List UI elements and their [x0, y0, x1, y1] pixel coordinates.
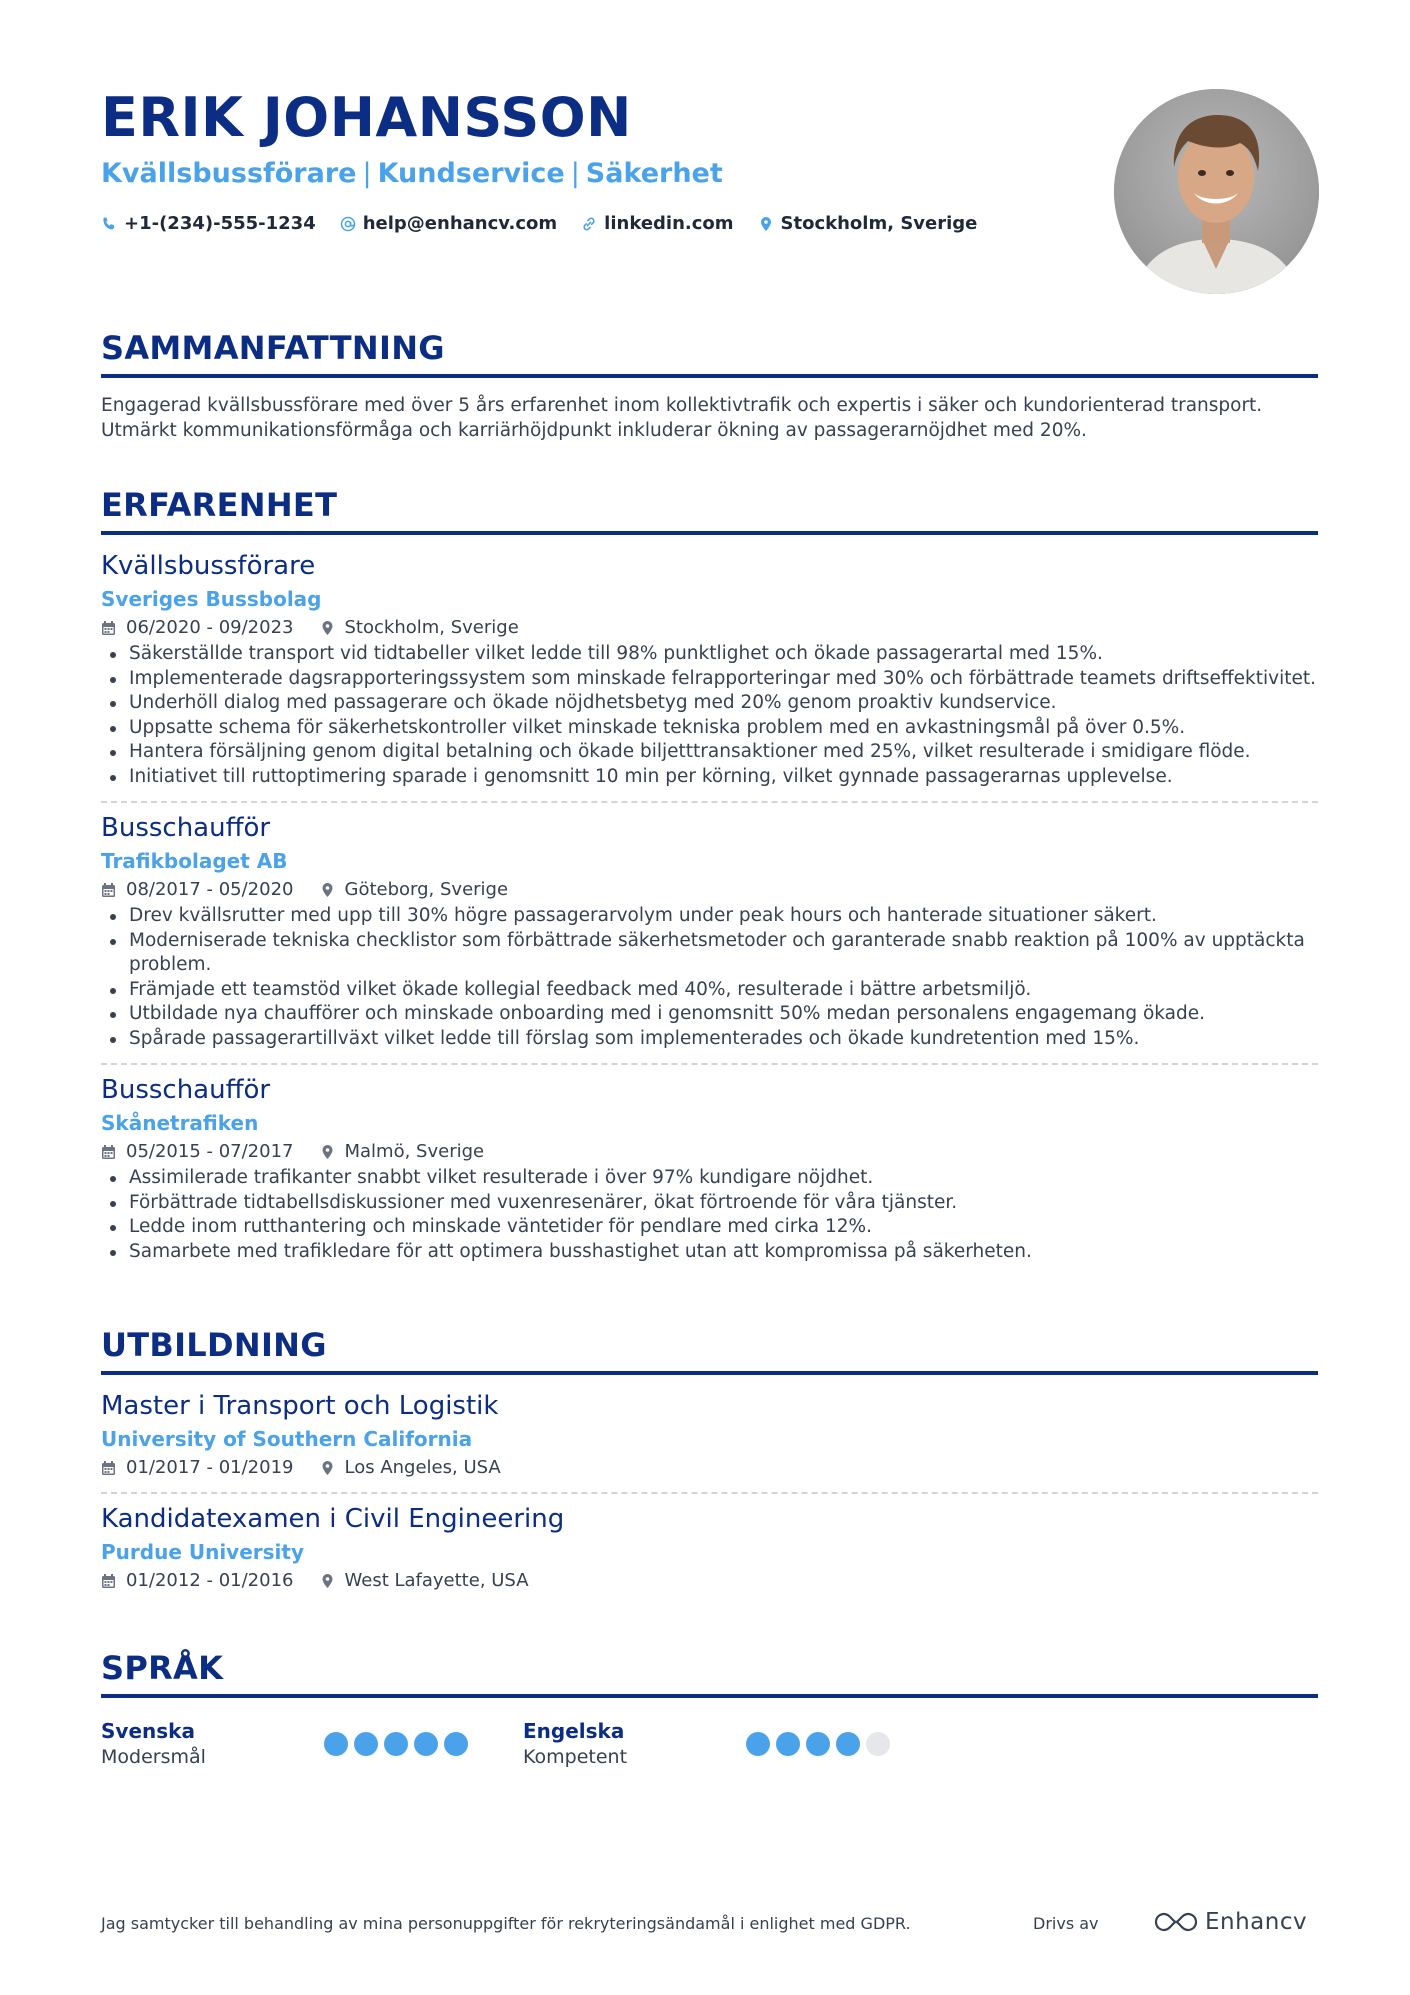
headline-skill: Kundservice	[377, 158, 565, 189]
calendar-icon	[101, 1573, 116, 1589]
entry-divider	[101, 1492, 1318, 1494]
achievement-item: Assimilerade trafikanter snabbt vilket resulterade i över 97% kundigare nöjdhet.	[101, 1166, 1318, 1191]
summary-section	[101, 328, 1318, 443]
calendar-icon	[101, 1460, 116, 1476]
contact-location	[758, 212, 978, 236]
rating-dot-filled	[776, 1732, 800, 1756]
achievement-item: Spårade passagerartillväxt vilket ledde till förslag som implementerades och ökade kundretention med 15%.	[101, 1027, 1318, 1052]
education-entry	[101, 1502, 1318, 1593]
rating-dot-filled	[444, 1732, 468, 1756]
language-name: Svenska	[101, 1719, 195, 1743]
calendar-icon	[101, 1144, 116, 1160]
location-text: Malmö, Sverige	[344, 1141, 485, 1162]
proficiency-rating	[746, 1732, 896, 1756]
rating-dot-filled	[324, 1732, 348, 1756]
date-range: 01/2012 - 01/2016	[126, 1570, 294, 1591]
map-pin-icon	[320, 882, 335, 898]
achievement-item: Förbättrade tidtabellsdiskussioner med vuxenresenärer, ökat förtroende för våra tjänster.	[101, 1191, 1318, 1216]
degree-title: Kandidatexamen i Civil Engineering	[101, 1504, 565, 1534]
contact-list	[101, 212, 1081, 236]
headline-separator: |	[362, 158, 372, 189]
headline	[101, 156, 1081, 192]
section-divider	[101, 374, 1318, 378]
education-location	[320, 1569, 529, 1593]
achievement-item: Hantera försäljning genom digital betalning och ökade biljetttransaktioner med 25%, vilket resulterade i smidigare flöde.	[101, 740, 1318, 765]
company-name: Sveriges Bussbolag	[101, 587, 322, 611]
language-item	[523, 1718, 945, 1770]
location-text: Stockholm, Sverige	[344, 617, 519, 638]
achievement-item: Främjade ett teamstöd vilket ökade kollegial feedback med 40%, resulterade i bättre arbetsmiljö.	[101, 978, 1318, 1003]
job-location	[320, 1140, 485, 1164]
date-range: 01/2017 - 01/2019	[126, 1457, 294, 1478]
summary-heading: SAMMANFATTNING	[101, 329, 445, 367]
job-meta	[101, 878, 1318, 902]
proficiency-rating	[324, 1732, 474, 1756]
languages-heading: SPRÅK	[101, 1649, 224, 1687]
languages-section	[101, 1648, 1318, 1770]
location-text: West Lafayette, USA	[344, 1570, 529, 1591]
degree-title: Master i Transport och Logistik	[101, 1391, 499, 1421]
phone-number: +1-(234)-555-1234	[124, 213, 316, 234]
map-pin-icon	[320, 1460, 335, 1476]
education-entry	[101, 1389, 1318, 1494]
profile-photo	[1114, 89, 1319, 294]
school-name: Purdue University	[101, 1540, 304, 1564]
achievement-item: Moderniserade tekniska checklistor som förbättrade säkerhetsmetoder och garanterade snabb reaktion på 100% av upptäckta problem.	[101, 929, 1318, 978]
powered-by-label: Drivs av	[1033, 1914, 1099, 1933]
education-dates	[101, 1569, 294, 1593]
brand-name: Enhancv	[1205, 1909, 1308, 1935]
contact-email[interactable]	[340, 212, 557, 236]
achievement-item: Drev kvällsrutter med upp till 30% högre passagerarvolym under peak hours och hanterade situationer säkert.	[101, 904, 1318, 929]
company-name: Skånetrafiken	[101, 1111, 259, 1135]
calendar-icon	[101, 620, 116, 636]
job-meta	[101, 1140, 1318, 1164]
candidate-name: ERIK JOHANSSON	[101, 86, 632, 149]
achievement-item: Säkerställde transport vid tidtabeller vilket ledde till 98% punktlighet och ökade passagerartal med 15%.	[101, 642, 1318, 667]
job-dates	[101, 1140, 294, 1164]
education-meta	[101, 1569, 1318, 1593]
job-dates	[101, 616, 294, 640]
rating-dot-filled	[746, 1732, 770, 1756]
phone-icon	[101, 216, 117, 232]
achievement-list	[101, 904, 1318, 1051]
education-dates	[101, 1456, 294, 1480]
achievement-list	[101, 1166, 1318, 1264]
job-title: Kvällsbussförare	[101, 551, 316, 581]
company-name: Trafikbolaget AB	[101, 849, 288, 873]
school-name: University of Southern California	[101, 1427, 473, 1451]
experience-heading: ERFARENHET	[101, 486, 338, 524]
achievement-item: Samarbete med trafikledare för att optimera busshastighet utan att kompromissa på säkerheten.	[101, 1240, 1318, 1265]
at-sign-icon	[340, 216, 356, 232]
rating-dot-filled	[414, 1732, 438, 1756]
achievement-item: Ledde inom rutthantering och minskade väntetider för pendlare med cirka 12%.	[101, 1215, 1318, 1240]
avatar-illustration	[1114, 89, 1319, 294]
brand-logo[interactable]	[1153, 1909, 1307, 1935]
language-level: Modersmål	[101, 1746, 206, 1768]
education-location	[320, 1456, 501, 1480]
resume-header	[101, 82, 1081, 236]
map-pin-icon	[320, 620, 335, 636]
job-dates	[101, 878, 294, 902]
achievement-list	[101, 642, 1318, 789]
job-title: Busschaufför	[101, 813, 271, 843]
rating-dot-filled	[806, 1732, 830, 1756]
language-list	[101, 1718, 1318, 1770]
headline-role: Kvällsbussförare	[101, 158, 357, 189]
location-text: Göteborg, Sverige	[344, 879, 509, 900]
achievement-item: Implementerade dagsrapporteringssystem som minskade felrapporteringar med 30% och förbättrade teamets driftseffektivitet.	[101, 667, 1318, 692]
job-location	[320, 616, 519, 640]
headline-separator: |	[570, 158, 580, 189]
enhancv-logo-icon	[1153, 1909, 1199, 1935]
calendar-icon	[101, 882, 116, 898]
job-entry	[101, 1073, 1318, 1264]
achievement-item: Initiativet till ruttoptimering sparade i genomsnitt 10 min per körning, vilket gynnade passagerarnas upplevelse.	[101, 765, 1318, 790]
education-heading: UTBILDNING	[101, 1326, 327, 1364]
education-section	[101, 1325, 1318, 1593]
rating-dot-filled	[836, 1732, 860, 1756]
contact-linkedin[interactable]	[581, 212, 733, 236]
section-divider	[101, 531, 1318, 535]
email-address: help@enhancv.com	[362, 213, 558, 234]
rating-dot-empty	[866, 1732, 890, 1756]
linkedin-url: linkedin.com	[604, 213, 734, 234]
language-level: Kompetent	[523, 1746, 628, 1768]
location-text: Los Angeles, USA	[344, 1457, 501, 1478]
job-location	[320, 878, 509, 902]
headline-skill: Säkerhet	[585, 158, 723, 189]
entry-divider	[101, 801, 1318, 803]
page-footer	[101, 1909, 1318, 1939]
summary-text: Engagerad kvällsbussförare med över 5 års erfarenhet inom kollektivtrafik och expertis i säker och kundorienterad transport. Utmärkt kommunikationsförmåga och karriärhöjdpunkt inkluderar ökning av passagerarnöjdhet med 20%.	[101, 395, 1263, 441]
job-entry	[101, 811, 1318, 1065]
link-icon	[581, 216, 597, 232]
job-entry	[101, 549, 1318, 803]
section-divider	[101, 1371, 1318, 1375]
achievement-item: Uppsatte schema för säkerhetskontroller vilket minskade tekniska problem med en avkastningsmål på över 0.5%.	[101, 716, 1318, 741]
section-divider	[101, 1694, 1318, 1698]
experience-section	[101, 485, 1318, 1264]
education-meta	[101, 1456, 1318, 1480]
map-pin-icon	[320, 1144, 335, 1160]
date-range: 06/2020 - 09/2023	[126, 617, 294, 638]
map-pin-icon	[320, 1573, 335, 1589]
entry-divider	[101, 1063, 1318, 1065]
language-item	[101, 1718, 523, 1770]
achievement-item: Utbildade nya chaufförer och minskade onboarding med i genomsnitt 50% medan personalens engagemang ökade.	[101, 1002, 1318, 1027]
contact-phone[interactable]	[101, 212, 316, 236]
location-text: Stockholm, Sverige	[780, 213, 978, 234]
date-range: 05/2015 - 07/2017	[126, 1141, 294, 1162]
map-pin-icon	[758, 216, 774, 232]
job-title: Busschaufför	[101, 1075, 271, 1105]
achievement-item: Underhöll dialog med passagerare och ökade nöjdhetsbetyg med 20% genom proaktiv kundservice.	[101, 691, 1318, 716]
language-name: Engelska	[523, 1719, 625, 1743]
job-meta	[101, 616, 1318, 640]
date-range: 08/2017 - 05/2020	[126, 879, 294, 900]
rating-dot-filled	[354, 1732, 378, 1756]
gdpr-consent: Jag samtycker till behandling av mina personuppgifter för rekryteringsändamål i enlighet med GDPR.	[101, 1914, 911, 1933]
rating-dot-filled	[384, 1732, 408, 1756]
